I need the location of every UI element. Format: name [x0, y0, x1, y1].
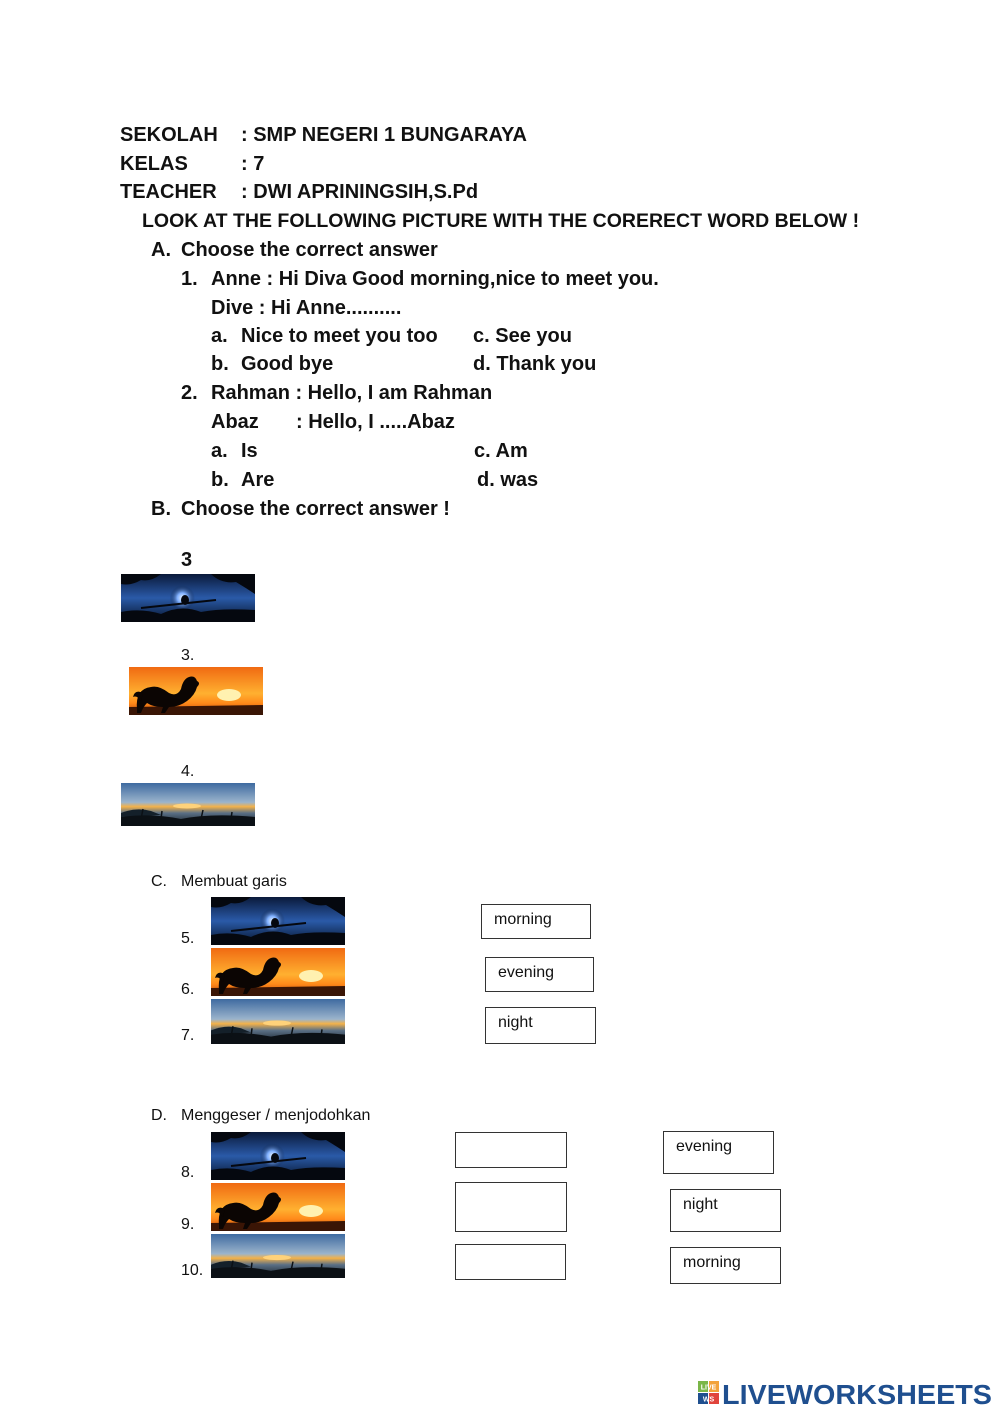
- q1-option-b[interactable]: Good bye: [241, 353, 334, 375]
- section-b-title: Choose the correct answer !: [181, 498, 450, 520]
- rooster-sunset-picture: [129, 667, 263, 715]
- c-item-number: 7.: [181, 1027, 195, 1044]
- d-drop-box-8[interactable]: [455, 1132, 567, 1168]
- q2-option-b[interactable]: Are: [241, 469, 275, 491]
- kelas-value: : 7: [241, 153, 265, 175]
- sekolah-label: SEKOLAH: [120, 124, 218, 146]
- q2-option-b-letter: b.: [211, 469, 229, 491]
- q1-option-b-letter: b.: [211, 353, 229, 375]
- d-drop-box-10[interactable]: [455, 1244, 566, 1280]
- section-d-title: Menggeser / menjodohkan: [181, 1107, 371, 1124]
- logo-brand-text: LIVEWORKSHEETS: [722, 1379, 992, 1408]
- q1-number: 1.: [181, 268, 198, 290]
- c-word-box-evening[interactable]: evening: [485, 957, 594, 992]
- q1-line2: Dive : Hi Anne..........: [211, 297, 402, 319]
- section-d-letter: D.: [151, 1107, 167, 1124]
- d-draggable-word-evening[interactable]: evening: [663, 1131, 774, 1174]
- q2-option-c[interactable]: c. Am: [474, 440, 528, 462]
- q2-line2-text: : Hello, I .....Abaz: [296, 411, 455, 433]
- logo-badge-top: LIVE: [700, 1384, 717, 1392]
- q1-option-a-letter: a.: [211, 325, 228, 347]
- b-item-number: 3: [181, 549, 193, 571]
- night-moon-picture: [211, 1132, 345, 1180]
- q1-option-a[interactable]: Nice to meet you too: [241, 325, 438, 347]
- lake-sunset-picture: [211, 1234, 345, 1278]
- teacher-value: : DWI APRININGSIH,S.Pd: [241, 181, 479, 203]
- q2-line1: Rahman : Hello, I am Rahman: [211, 382, 493, 404]
- q2-number: 2.: [181, 382, 198, 404]
- night-moon-picture[interactable]: [211, 897, 345, 945]
- q2-option-d[interactable]: d. was: [477, 469, 539, 491]
- d-draggable-word-morning[interactable]: morning: [670, 1247, 781, 1284]
- lake-sunset-picture[interactable]: [211, 999, 345, 1044]
- b-item-number: 4.: [181, 763, 195, 780]
- q1-option-d[interactable]: d. Thank you: [473, 353, 597, 375]
- section-c-letter: C.: [151, 873, 167, 890]
- kelas-label: KELAS: [120, 153, 188, 175]
- d-item-number: 9.: [181, 1216, 195, 1233]
- c-word-box-morning[interactable]: morning: [481, 904, 591, 939]
- section-a-letter: A.: [151, 239, 171, 261]
- q2-option-a[interactable]: Is: [241, 440, 258, 462]
- d-item-number: 10.: [181, 1262, 204, 1279]
- rooster-sunset-picture: [211, 1183, 345, 1231]
- d-item-number: 8.: [181, 1164, 195, 1181]
- c-item-number: 5.: [181, 930, 195, 947]
- d-draggable-word-night[interactable]: night: [670, 1189, 781, 1232]
- sekolah-value: : SMP NEGERI 1 BUNGARAYA: [241, 124, 527, 146]
- q1-line1: Anne : Hi Diva Good morning,nice to meet you.: [211, 268, 659, 290]
- liveworksheets-logo: [698, 1378, 994, 1408]
- c-item-number: 6.: [181, 981, 195, 998]
- lake-sunset-picture: [121, 783, 255, 826]
- section-b-letter: B.: [151, 498, 171, 520]
- section-c-title: Membuat garis: [181, 873, 287, 890]
- q2-line2-name: Abaz: [211, 411, 259, 433]
- q1-option-c[interactable]: c. See you: [473, 325, 572, 347]
- b-item-number: 3.: [181, 647, 195, 664]
- logo-badge-bottom: WS: [702, 1396, 715, 1404]
- d-drop-box-9[interactable]: [455, 1182, 567, 1232]
- rooster-sunset-picture[interactable]: [211, 948, 345, 996]
- liveworksheets-logo-graphic: [698, 1378, 994, 1408]
- q2-option-a-letter: a.: [211, 440, 228, 462]
- teacher-label: TEACHER: [120, 181, 217, 203]
- night-moon-picture: [121, 574, 255, 622]
- instruction: LOOK AT THE FOLLOWING PICTURE WITH THE CORERECT WORD BELOW !: [142, 210, 860, 232]
- section-a-title: Choose the correct answer: [181, 239, 438, 261]
- c-word-box-night[interactable]: night: [485, 1007, 596, 1044]
